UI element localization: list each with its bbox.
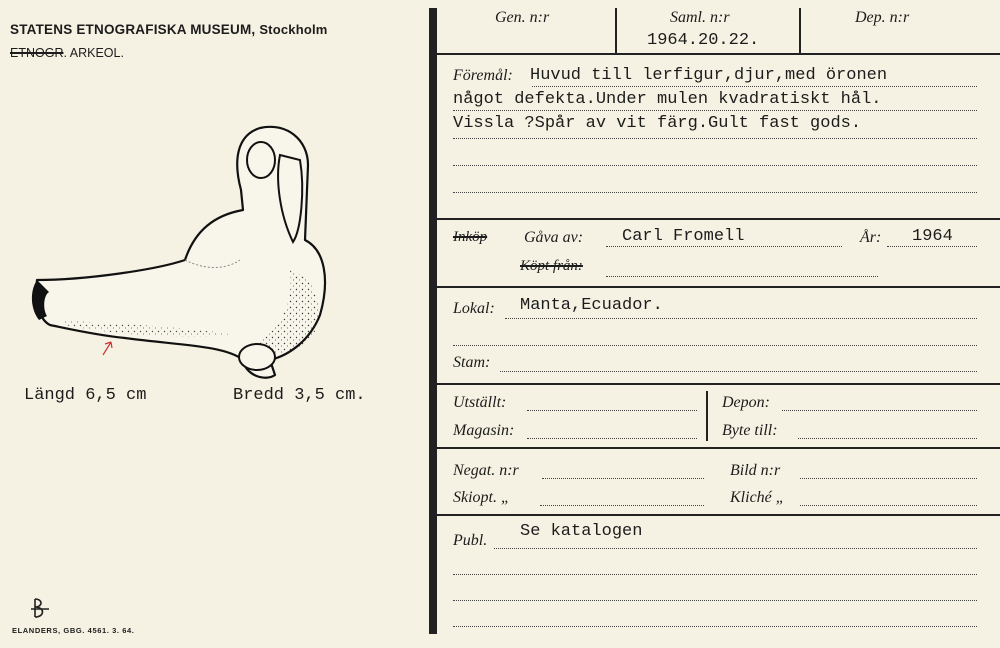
rule-locality	[437, 383, 1000, 385]
depon-label: Depon:	[722, 394, 770, 411]
dotted-line	[453, 110, 977, 111]
dotted-line	[532, 86, 977, 87]
ar-value: 1964	[912, 227, 953, 246]
foremal-line-1: Huvud till lerfigur,djur,med öronen	[530, 66, 888, 85]
saml-nr-label: Saml. n:r	[670, 9, 730, 26]
dotted-line	[505, 318, 977, 319]
lokal-label: Lokal:	[453, 300, 495, 317]
struck-department: ETNOGR	[10, 46, 64, 60]
rule-acquisition	[437, 286, 1000, 288]
dotted-line	[453, 165, 977, 166]
byte-till-label: Byte till:	[722, 422, 778, 439]
dep-nr-label: Dep. n:r	[855, 9, 910, 26]
printer-imprint: ELANDERS, GBG. 4561. 3. 64.	[12, 626, 135, 635]
foremal-label: Föremål:	[453, 67, 513, 84]
header-divider-2	[799, 8, 801, 54]
dotted-line	[527, 438, 697, 439]
publ-value: Se katalogen	[520, 522, 643, 541]
header-divider-1	[615, 8, 617, 54]
dotted-line	[527, 410, 697, 411]
skiopt-label: Skiopt. „	[453, 489, 510, 506]
artifact-drawing	[25, 120, 335, 385]
dotted-line	[782, 410, 977, 411]
kliche-label: Kliché „	[730, 489, 785, 506]
stam-label: Stam:	[453, 354, 491, 371]
lokal-value: Manta,Ecuador.	[520, 296, 663, 315]
struck-kopt-fran: Köpt från:	[520, 258, 583, 274]
bild-label: Bild n:r	[730, 462, 781, 479]
dotted-line	[540, 505, 704, 506]
gen-nr-label: Gen. n:r	[495, 9, 550, 26]
dotted-line	[606, 246, 842, 247]
gava-value: Carl Fromell	[622, 227, 745, 246]
foremal-line-3: Vissla ?Spår av vit färg.Gult fast gods.	[453, 114, 862, 133]
museum-name: STATENS ETNOGRAFISKA MUSEUM,	[10, 22, 256, 37]
museum-header	[10, 22, 328, 37]
printer-logo-icon	[31, 597, 51, 619]
rule-foremal	[437, 218, 1000, 220]
card-left-border	[429, 8, 437, 634]
museum-city: Stockholm	[259, 22, 328, 37]
length-measurement: Längd 6,5 cm	[24, 386, 147, 405]
dotted-line	[500, 371, 977, 372]
dotted-line	[494, 548, 977, 549]
dotted-line	[453, 626, 977, 627]
magasin-label: Magasin:	[453, 422, 515, 439]
dotted-line	[887, 246, 977, 247]
dotted-line	[453, 574, 977, 575]
dotted-line	[453, 138, 977, 139]
storage-divider	[706, 391, 708, 441]
dotted-line	[453, 192, 977, 193]
rule-header	[437, 53, 1000, 55]
dotted-line	[453, 345, 977, 346]
ar-label: År:	[860, 229, 882, 246]
department-label: . ARKEOL.	[63, 46, 124, 60]
negat-label: Negat. n:r	[453, 462, 519, 479]
foremal-line-2: något defekta.Under mulen kvadratiskt hål.	[453, 90, 882, 109]
dotted-line	[542, 478, 704, 479]
dotted-line	[800, 505, 977, 506]
dotted-line	[606, 276, 878, 277]
rule-storage	[437, 447, 1000, 449]
dotted-line	[798, 438, 977, 439]
gava-label: Gåva av:	[524, 229, 584, 246]
rule-photo	[437, 514, 1000, 516]
saml-nr-value: 1964.20.22.	[647, 31, 760, 50]
dotted-line	[453, 600, 977, 601]
width-measurement: Bredd 3,5 cm.	[233, 386, 366, 405]
dotted-line	[800, 478, 977, 479]
utstallt-label: Utställt:	[453, 394, 507, 411]
publ-label: Publ.	[453, 532, 488, 549]
department-line	[10, 46, 124, 60]
struck-inkop: Inköp	[453, 229, 488, 245]
